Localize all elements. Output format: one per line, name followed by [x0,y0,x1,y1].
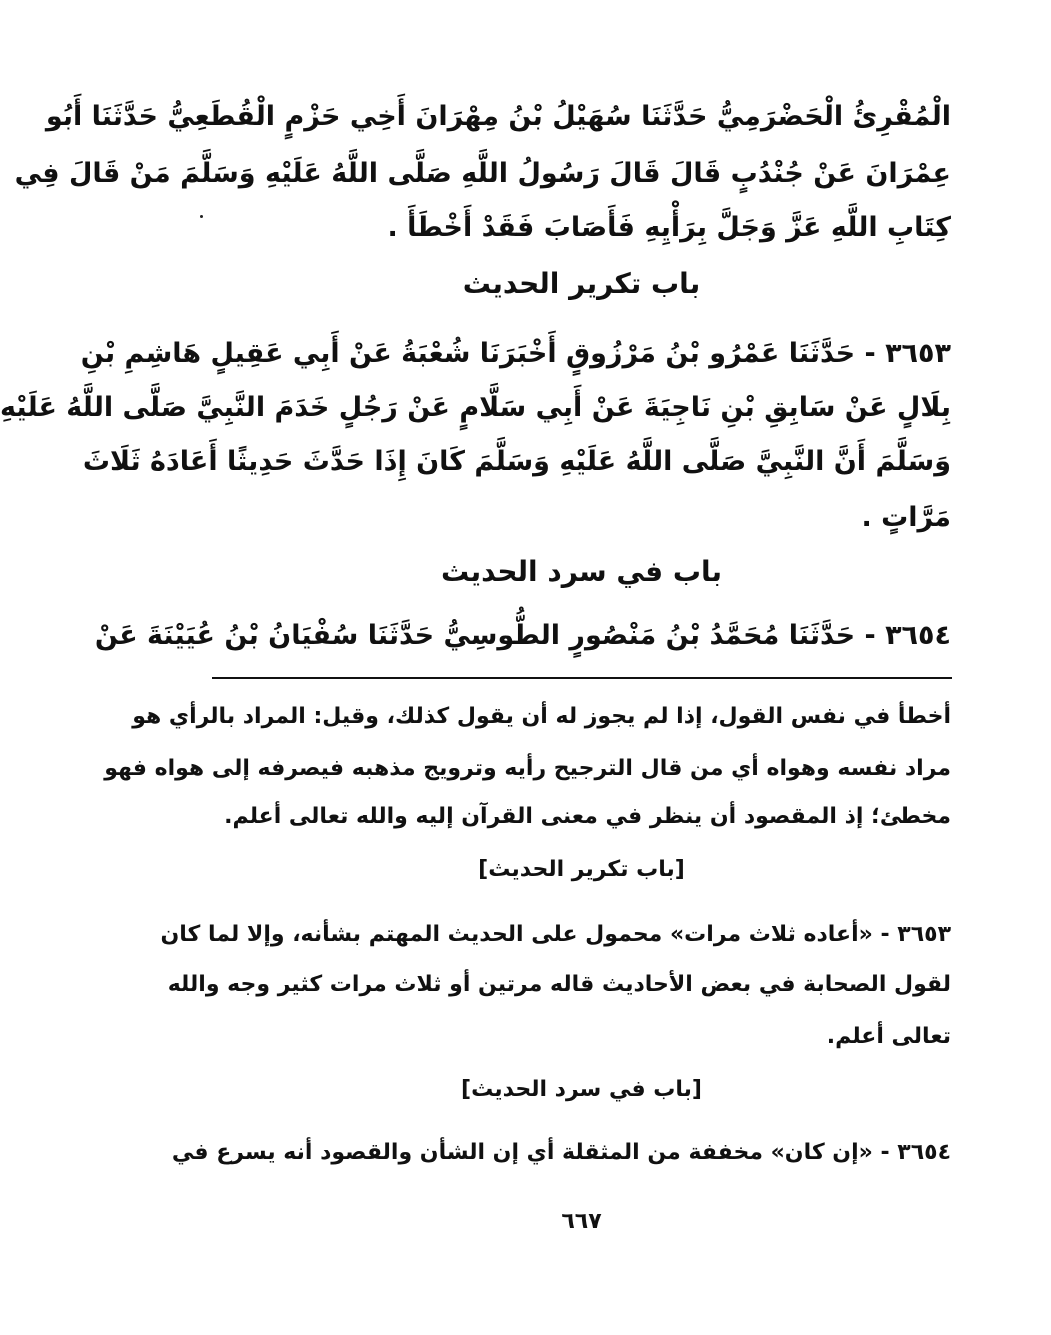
commentary-line: لقول الصحابة في بعض الأحاديث قاله مرتين أو ثلاث مرات كثير وجه والله [167,972,951,997]
hadith-line: وَسَلَّمَ أَنَّ النَّبِيَّ صَلَّى اللَّهُ عَلَيْهِ وَسَلَّمَ كَانَ إِذَا حَدَّثَ حَدِيثًا أَعَادَهُ ثَلَاثَ [82,446,951,477]
commentary-line: أخطأ في نفس القول، إذا لم يجوز له أن يقول كذلك، وقيل: المراد بالرأي هو [132,704,951,729]
main-text-line: الْمُقْرِئُ الْحَضْرَمِيُّ حَدَّثَنَا سُهَيْلُ بْنُ مِهْرَانَ أَخِي حَزْمٍ الْقُطَعِيُّ حَدَّثَنَا أَبُو [45,101,951,132]
chapter-heading: باب تكرير الحديث [462,267,701,300]
footnote-divider [212,677,952,679]
chapter-heading: باب في سرد الحديث [440,555,722,588]
main-text-line: عِمْرَانَ عَنْ جُنْدُبٍ قَالَ قَالَ رَسُولُ اللَّهِ صَلَّى اللَّهُ عَلَيْهِ وَسَلَّمَ مَنْ قَالَ فِي [14,158,951,189]
print-speck [200,215,203,218]
commentary-heading: [باب في سرد الحديث] [461,1077,702,1102]
hadith-line: مَرَّاتٍ . [861,502,951,533]
page-number: ٦٦٧ [561,1209,602,1234]
main-text-line: كِتَابِ اللَّهِ عَزَّ وَجَلَّ بِرَأْيِهِ فَأَصَابَ فَقَدْ أَخْطَأَ . [387,212,951,243]
commentary-line: ٣٦٥٤ - «إن كان» مخففة من المثقلة أي إن الشأن والقصود أنه يسرع في [171,1140,951,1165]
commentary-heading: [باب تكرير الحديث] [478,857,685,882]
hadith-line: ٣٦٥٣ - حَدَّثَنَا عَمْرُو بْنُ مَرْزُوقٍ أَخْبَرَنَا شُعْبَةُ عَنْ أَبِي عَقِيلٍ هَاشِمِ بْنِ [80,338,951,369]
commentary-line: مخطئ؛ إذ المقصود أن ينظر في معنى القرآن إليه والله تعالى أعلم. [224,804,951,829]
commentary-line: تعالى أعلم. [826,1024,951,1049]
hadith-line: بِلَالٍ عَنْ سَابِقِ بْنِ نَاجِيَةَ عَنْ أَبِي سَلَّامٍ عَنْ رَجُلٍ خَدَمَ النَّبِيَّ صَلَّى اللَّهُ عَلَيْهِ [0,392,951,423]
commentary-line: ٣٦٥٣ - «أعاده ثلاث مرات» محمول على الحديث المهتم بشأنه، وإلا لما كان [160,922,951,947]
commentary-line: مراد نفسه وهواه أي من قال الترجيح رأيه وترويج مذهبه فيصرفه إلى هواه فهو [104,756,951,781]
hadith-line: ٣٦٥٤ - حَدَّثَنَا مُحَمَّدُ بْنُ مَنْصُورٍ الطُّوسِيُّ حَدَّثَنَا سُفْيَانُ بْنُ عُيَيْنَةَ عَنْ [94,620,951,651]
